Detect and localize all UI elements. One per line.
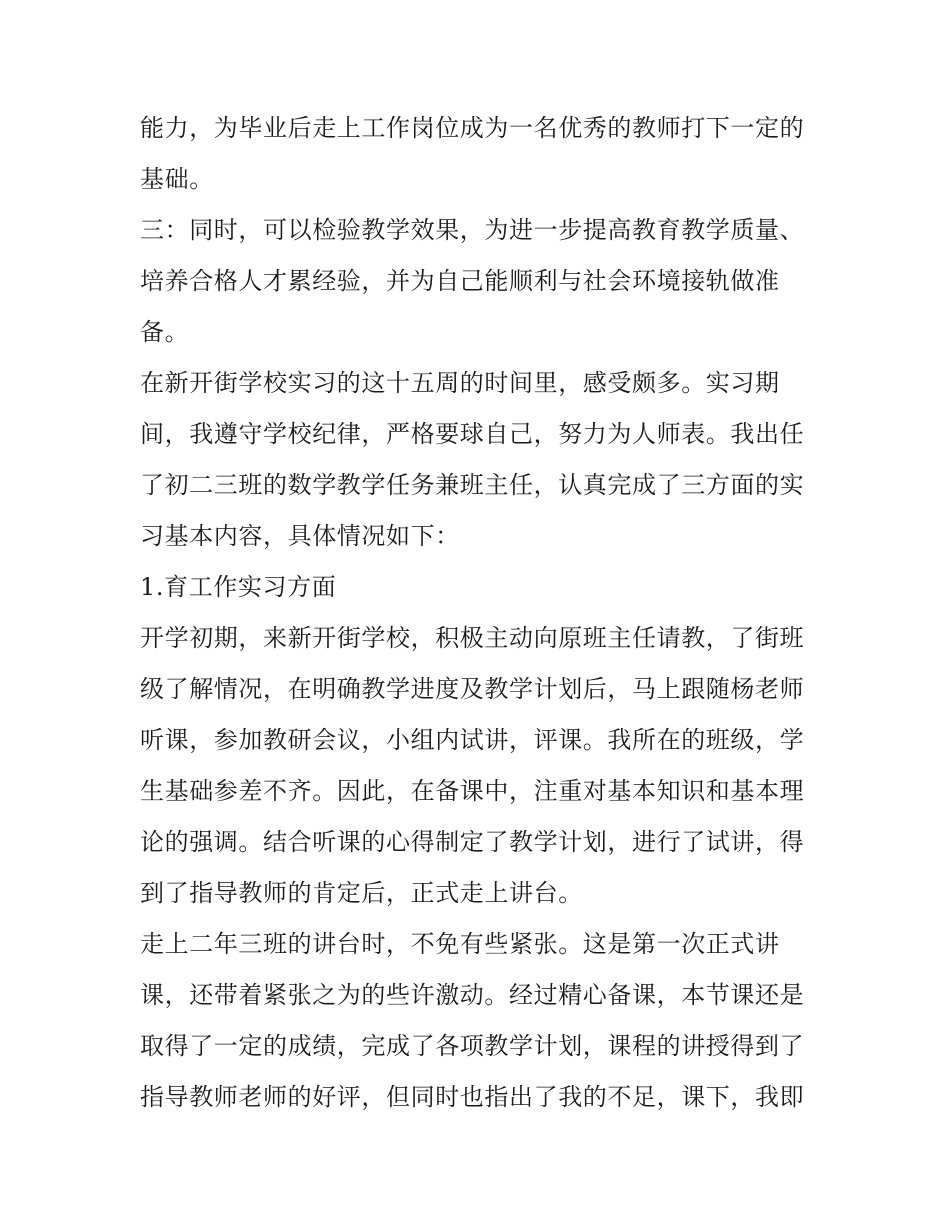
text-line: 到了指导教师的肯定后，正式走上讲台。 [140,879,583,907]
text-line: 开学初期，来新开街学校，积极主动向原班主任请教，了街班 [140,624,805,652]
text-line: 基础。 [140,165,214,193]
text-line: 级了解情况，在明确教学进度及教学计划后，马上跟随杨老师 [140,675,805,703]
section-heading: 1.育工作实习方面 [140,573,337,601]
text-line: 听课，参加教研会议，小组内试讲，评课。我所在的班级，学 [140,726,805,754]
text-line: 取得了一定的成绩，完成了各项教学计划，课程的讲授得到了 [140,1032,805,1060]
text-line: 生基础参差不齐。因此，在备课中，注重对基本知识和基本理 [140,777,805,805]
text-line: 课，还带着紧张之为的些许激动。经过精心备课，本节课还是 [140,981,805,1009]
text-line: 指导教师老师的好评，但同时也指出了我的不足，课下，我即 [140,1083,805,1111]
text-line: 论的强调。结合听课的心得制定了教学计划，进行了试讲，得 [140,828,805,856]
text-line: 备。 [140,318,190,346]
text-line: 间，我遵守学校纪律，严格要球自己，努力为人师表。我出任 [140,420,805,448]
text-line: 培养合格人才累经验，并为自己能顺利与社会环境接轨做准 [140,267,780,295]
text-line: 能力，为毕业后走上工作岗位成为一名优秀的教师打下一定的 [140,114,805,142]
text-line: 习基本内容，具体情况如下： [140,522,460,550]
text-line: 走上二年三班的讲台时，不免有些紧张。这是第一次正式讲 [140,930,780,958]
text-line: 三：同时，可以检验教学效果，为进一步提高教育教学质量、 [140,216,805,244]
text-line: 了初二三班的数学教学任务兼班主任，认真完成了三方面的实 [140,471,805,499]
text-line: 在新开街学校实习的这十五周的时间里，感受颇多。实习期 [140,369,780,397]
